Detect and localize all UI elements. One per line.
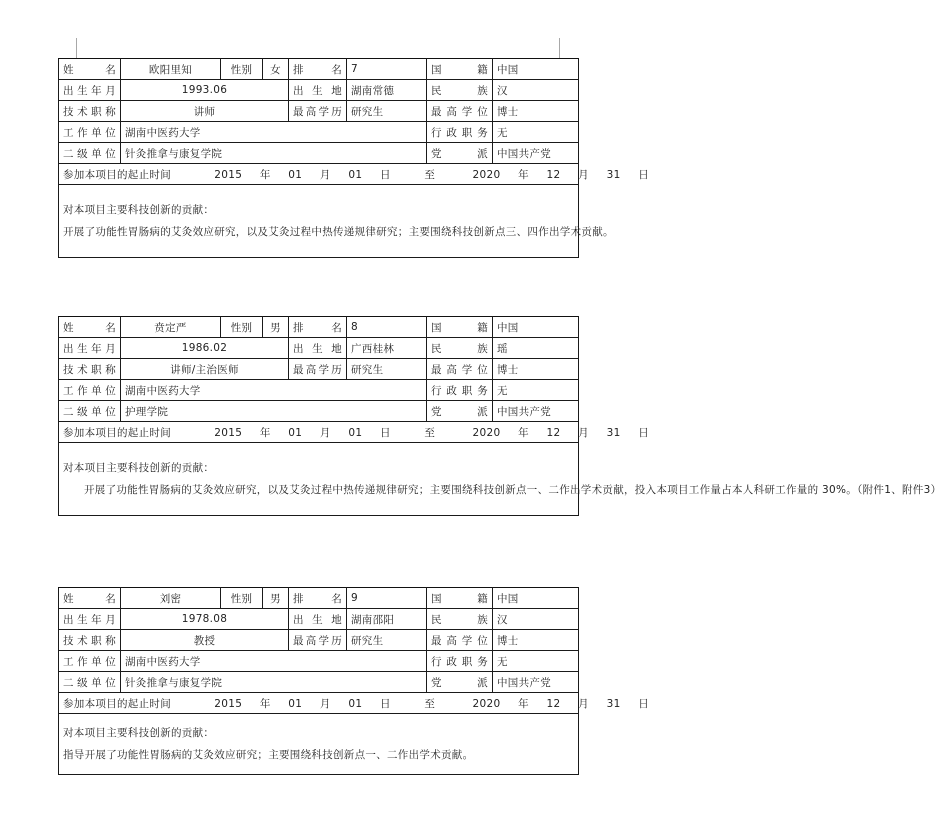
year-char: 年 <box>518 168 529 181</box>
to-char: 至 <box>424 426 436 439</box>
end-month: 12 <box>546 697 561 710</box>
dept-label: 二级单位 <box>59 401 121 422</box>
rank-value: 7 <box>347 59 427 80</box>
title-value: 讲师/主治医师 <box>121 359 289 380</box>
dept-label: 二级单位 <box>59 672 121 693</box>
name-label: 姓 名 <box>59 59 121 80</box>
gender-label: 性别 <box>221 588 263 609</box>
person-info-table <box>58 587 650 775</box>
contribution-text: 开展了功能性胃肠病的艾灸效应研究，以及艾灸过程中热传递规律研究；主要围绕科技创新点一、二作出学术贡献，投入本项目工作量占本人科研工作量的 30%。（附件1、附件3） <box>84 484 941 496</box>
contribution-label: 对本项目主要科技创新的贡献： <box>63 727 215 739</box>
day-char: 日 <box>638 697 650 710</box>
party-value: 中国共产党 <box>493 401 579 422</box>
workplace-value: 湖南中医药大学 <box>121 122 427 143</box>
gender-value: 男 <box>263 317 289 338</box>
education-label: 最高学历 <box>289 359 347 380</box>
birth-value: 1986.02 <box>121 338 289 359</box>
contribution-cell <box>59 443 941 516</box>
workplace-label: 工作单位 <box>59 380 121 401</box>
day-char: 日 <box>638 168 650 181</box>
year-char: 年 <box>259 697 271 710</box>
title-label: 技术职称 <box>59 101 121 122</box>
name-value: 贲定严 <box>121 317 221 338</box>
start-day: 01 <box>348 168 363 181</box>
start-month: 01 <box>288 426 303 439</box>
ethnicity-value: 汉 <box>493 80 579 101</box>
start-month: 01 <box>288 168 303 181</box>
degree-label: 最高学位 <box>427 630 493 651</box>
start-month: 01 <box>288 697 303 710</box>
party-value: 中国共产党 <box>493 672 579 693</box>
post-label: 行政职务 <box>427 380 493 401</box>
month-char: 月 <box>319 426 331 439</box>
period-row <box>59 164 650 185</box>
year-char: 年 <box>518 426 529 439</box>
year-char: 年 <box>259 168 271 181</box>
workplace-value: 湖南中医药大学 <box>121 380 427 401</box>
birthplace-label: 出 生 地 <box>289 80 347 101</box>
ethnicity-value: 汉 <box>493 609 579 630</box>
post-label: 行政职务 <box>427 122 493 143</box>
period-label: 参加本项目的起止时间 <box>63 426 171 439</box>
period-label: 参加本项目的起止时间 <box>63 168 171 181</box>
degree-value: 博士 <box>493 630 579 651</box>
nationality-value: 中国 <box>493 317 579 338</box>
gender-label: 性别 <box>221 59 263 80</box>
page-corner-mark-left <box>76 38 77 58</box>
name-value: 欧阳里知 <box>121 59 221 80</box>
year-char: 年 <box>259 426 271 439</box>
person-info-table <box>58 58 650 258</box>
post-value: 无 <box>493 651 579 672</box>
gender-label: 性别 <box>221 317 263 338</box>
birth-label: 出生年月 <box>59 609 121 630</box>
ethnicity-label: 民 族 <box>427 338 493 359</box>
start-year: 2015 <box>214 168 243 181</box>
name-value: 刘密 <box>121 588 221 609</box>
party-label: 党 派 <box>427 143 493 164</box>
ethnicity-label: 民 族 <box>427 80 493 101</box>
name-label: 姓 名 <box>59 588 121 609</box>
birthplace-label: 出 生 地 <box>289 609 347 630</box>
birth-value: 1993.06 <box>121 80 289 101</box>
nationality-value: 中国 <box>493 59 579 80</box>
rank-label: 排 名 <box>289 317 347 338</box>
start-year: 2015 <box>214 426 243 439</box>
birthplace-value: 湖南邵阳 <box>347 609 427 630</box>
contribution-cell <box>59 185 614 258</box>
birth-label: 出生年月 <box>59 80 121 101</box>
party-value: 中国共产党 <box>493 143 579 164</box>
month-char: 月 <box>578 426 589 439</box>
birth-value: 1978.08 <box>121 609 289 630</box>
title-value: 讲师 <box>121 101 289 122</box>
rank-value: 9 <box>347 588 427 609</box>
dept-value: 针灸推拿与康复学院 <box>121 672 427 693</box>
to-char: 至 <box>424 168 436 181</box>
nationality-label: 国 籍 <box>427 59 493 80</box>
workplace-label: 工作单位 <box>59 651 121 672</box>
birthplace-value: 广西桂林 <box>347 338 427 359</box>
nationality-value: 中国 <box>493 588 579 609</box>
end-year: 2020 <box>472 697 501 710</box>
month-char: 月 <box>578 168 589 181</box>
birth-label: 出生年月 <box>59 338 121 359</box>
post-label: 行政职务 <box>427 651 493 672</box>
page-corner-mark-right <box>559 38 560 58</box>
start-year: 2015 <box>214 697 243 710</box>
gender-value: 女 <box>263 59 289 80</box>
contribution-label: 对本项目主要科技创新的贡献： <box>63 462 215 474</box>
day-char: 日 <box>379 168 391 181</box>
nationality-label: 国 籍 <box>427 317 493 338</box>
dept-value: 针灸推拿与康复学院 <box>121 143 427 164</box>
degree-label: 最高学位 <box>427 359 493 380</box>
rank-label: 排 名 <box>289 59 347 80</box>
dept-value: 护理学院 <box>121 401 427 422</box>
period-row <box>59 693 650 714</box>
post-value: 无 <box>493 122 579 143</box>
contribution-label: 对本项目主要科技创新的贡献： <box>63 204 215 216</box>
post-value: 无 <box>493 380 579 401</box>
month-char: 月 <box>578 697 589 710</box>
ethnicity-value: 瑶 <box>493 338 579 359</box>
end-month: 12 <box>546 168 561 181</box>
party-label: 党 派 <box>427 401 493 422</box>
rank-value: 8 <box>347 317 427 338</box>
start-day: 01 <box>348 426 363 439</box>
end-year: 2020 <box>472 426 501 439</box>
education-label: 最高学历 <box>289 101 347 122</box>
education-label: 最高学历 <box>289 630 347 651</box>
end-day: 31 <box>606 426 621 439</box>
rank-label: 排 名 <box>289 588 347 609</box>
nationality-label: 国 籍 <box>427 588 493 609</box>
gender-value: 男 <box>263 588 289 609</box>
year-char: 年 <box>518 697 529 710</box>
end-day: 31 <box>606 697 621 710</box>
contribution-cell <box>59 714 579 775</box>
title-label: 技术职称 <box>59 630 121 651</box>
birthplace-label: 出 生 地 <box>289 338 347 359</box>
end-month: 12 <box>546 426 561 439</box>
degree-value: 博士 <box>493 359 579 380</box>
workplace-label: 工作单位 <box>59 122 121 143</box>
ethnicity-label: 民 族 <box>427 609 493 630</box>
month-char: 月 <box>319 168 331 181</box>
contribution-text: 开展了功能性胃肠病的艾灸效应研究，以及艾灸过程中热传递规律研究；主要围绕科技创新点三、四作出学术贡献。 <box>63 226 614 238</box>
period-label: 参加本项目的起止时间 <box>63 697 171 710</box>
day-char: 日 <box>638 426 650 439</box>
day-char: 日 <box>379 426 391 439</box>
education-value: 研究生 <box>347 101 427 122</box>
education-value: 研究生 <box>347 630 427 651</box>
end-year: 2020 <box>472 168 501 181</box>
degree-label: 最高学位 <box>427 101 493 122</box>
name-label: 姓 名 <box>59 317 121 338</box>
title-value: 教授 <box>121 630 289 651</box>
education-value: 研究生 <box>347 359 427 380</box>
workplace-value: 湖南中医药大学 <box>121 651 427 672</box>
start-day: 01 <box>348 697 363 710</box>
month-char: 月 <box>319 697 331 710</box>
period-row <box>59 422 650 443</box>
person-info-table <box>58 316 941 516</box>
degree-value: 博士 <box>493 101 579 122</box>
to-char: 至 <box>424 697 436 710</box>
party-label: 党 派 <box>427 672 493 693</box>
end-day: 31 <box>606 168 621 181</box>
birthplace-value: 湖南常德 <box>347 80 427 101</box>
contribution-text: 指导开展了功能性胃肠病的艾灸效应研究；主要围绕科技创新点一、二作出学术贡献。 <box>63 749 474 761</box>
day-char: 日 <box>379 697 391 710</box>
dept-label: 二级单位 <box>59 143 121 164</box>
title-label: 技术职称 <box>59 359 121 380</box>
